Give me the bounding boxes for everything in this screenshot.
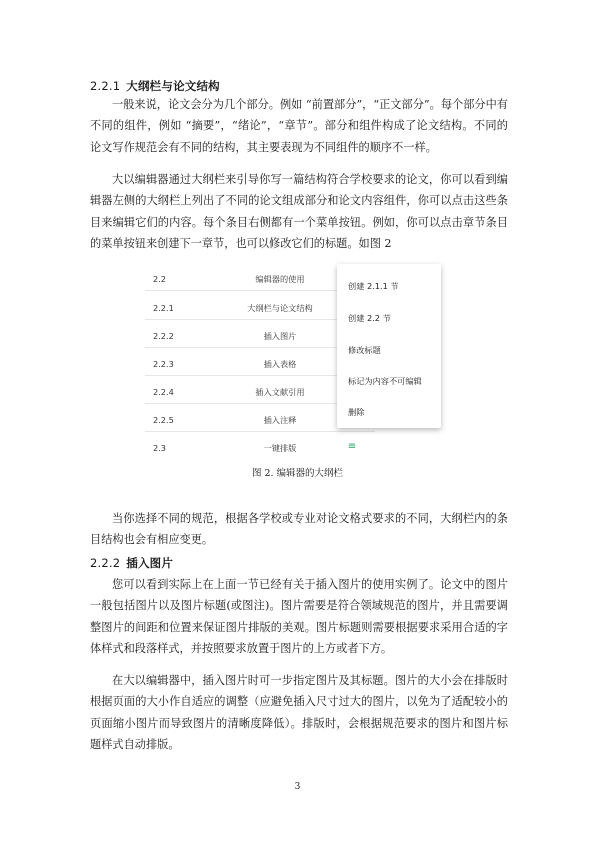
menu-item-create-subsection[interactable]: 创建 2.1.1 节 <box>348 281 399 291</box>
section-heading-2-2-2 <box>90 555 173 571</box>
menu-item-delete[interactable]: 删除 <box>348 407 365 417</box>
menu-item-mark-readonly[interactable]: 标记为内容不可编辑 <box>348 376 422 386</box>
outline-row-title: 编辑器的使用 <box>255 274 305 284</box>
outline-row-title: 一键排版 <box>263 443 297 453</box>
outline-context-menu <box>337 264 441 428</box>
outline-row-title: 插入表格 <box>263 359 297 369</box>
outline-figure <box>145 262 443 460</box>
outline-row-number: 2.2.3 <box>153 359 174 369</box>
paragraph: 当你选择不同的规范，根据各学校或专业对论文格式要求的不同，大纲栏内的条目结构也会有相应变更。 <box>90 512 508 547</box>
figure-caption: 图 2. 编辑器的大纲栏 <box>251 468 344 479</box>
outline-row-title: 大纲栏与论文结构 <box>247 303 313 313</box>
outline-row-number: 2.2.4 <box>153 387 174 397</box>
outline-row-number: 2.3 <box>153 443 167 453</box>
outline-row-title: 插入文献引用 <box>255 387 305 397</box>
outline-row-title: 插入注释 <box>263 415 297 425</box>
section-number: 2.2.1 <box>90 79 121 93</box>
outline-row-number: 2.2 <box>153 274 167 284</box>
menu-item-create-section[interactable]: 创建 2.2 节 <box>348 313 391 323</box>
paragraph: 在大以编辑器中，插入图片时可一步指定图片及其标题。图片的大小会在排版时根据页面的大小作自适应的调整（应避免插入尺寸过大的图片，以免为了适配较小的页面缩小图片而导致图片的清晰度降低）。排版时，会根据规范要求的图片和图片标题样式自动排版。 <box>90 674 508 752</box>
outline-row-number: 2.2.5 <box>153 415 174 425</box>
section-title: 大纲栏与论文结构 <box>126 79 220 93</box>
list-menu-icon[interactable]: ≡ <box>347 441 357 452</box>
outline-row-title: 插入图片 <box>263 331 297 341</box>
outline-row-number: 2.2.1 <box>153 303 174 313</box>
paragraph: 您可以看到实际上在上面一节已经有关于插入图片的使用实例了。论文中的图片一般包括图片以及图片标题(或图注)。图片需要是符合领域规范的图片，并且需要调整图片的间距和位置来保证图片排版的美观。图片标题则需要根据要求采用合适的字体样式和段落样式，并按照要求放置于图片的上方或者下方。 <box>90 578 508 656</box>
menu-item-edit-title[interactable]: 修改标题 <box>348 345 381 355</box>
page-number: 3 <box>294 782 301 792</box>
outline-row-number: 2.2.2 <box>153 331 174 341</box>
paragraph: 大以编辑器通过大纲栏来引导你写一篇结构符合学校要求的论文，你可以看到编辑器左侧的大纲栏上列出了不同的论文组成部分和论文内容组件，你可以点击这些条目来编辑它们的内容。每个条目右侧都有一个菜单按钮。例如，你可以点击章节条目的菜单按钮来创建下一章节，也可以修改它们的标题。如图 2 <box>90 173 508 251</box>
section-title: 插入图片 <box>126 556 174 570</box>
section-heading-2-2-1 <box>90 78 220 94</box>
paragraph: 一般来说，论文会分为几个部分。例如 “前置部分”，“正文部分”。每个部分中有不同的组件，例如 “摘要”，“绪论”，“章节”。部分和组件构成了论文结构。不同的论文写作规范会有不同的结构，其主要表现为不同组件的顺序不一样。 <box>90 98 508 154</box>
outline-row[interactable] <box>145 435 375 459</box>
section-number: 2.2.2 <box>90 556 121 570</box>
